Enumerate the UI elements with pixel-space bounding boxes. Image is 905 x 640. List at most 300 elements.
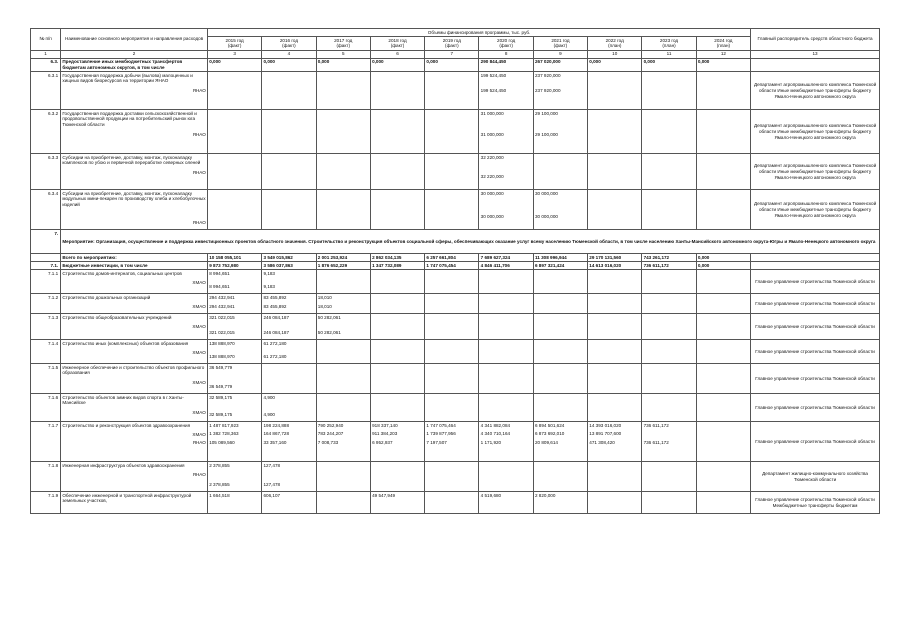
value-empty	[644, 428, 695, 437]
value-cell	[370, 462, 424, 492]
value: 30 000,000	[480, 214, 504, 220]
value-cell	[642, 314, 696, 340]
row-num: 7.	[31, 230, 61, 254]
value-cell	[425, 270, 479, 294]
value-cell	[316, 270, 370, 294]
value-cell	[370, 270, 424, 294]
value-empty	[481, 395, 532, 411]
value: 9,183	[263, 284, 275, 290]
value-empty	[644, 341, 695, 353]
value-cell	[370, 394, 424, 422]
value-cell: 290 844,450	[479, 58, 533, 72]
value-cell	[533, 340, 587, 364]
year-label: 2016 год	[279, 37, 299, 43]
value-empty	[589, 271, 640, 283]
value: 6 894 501,624	[534, 422, 565, 428]
row-name	[61, 394, 208, 422]
value: 127,478	[263, 462, 281, 468]
year-label: 2018 год	[388, 37, 407, 43]
row-num: 7.1.9	[31, 492, 61, 514]
colnum-10: 10	[588, 50, 642, 58]
value-empty	[318, 341, 369, 353]
row-name-text: Строительство объектов зимних видов спорта в г.Ханты-Мансийске	[62, 394, 184, 406]
responsible-cell	[751, 58, 880, 72]
responsible-cell	[751, 262, 880, 270]
value-cell	[425, 394, 479, 422]
value: 127,478	[263, 482, 281, 488]
colnum-9: 9	[533, 50, 587, 58]
value-empty	[644, 365, 695, 383]
cell-2020	[479, 154, 533, 190]
value-empty	[644, 395, 695, 411]
value: 790 252,940	[317, 422, 344, 428]
cell-2021	[533, 72, 587, 110]
value-cell	[588, 364, 642, 394]
value-empty	[372, 315, 423, 329]
row-num: 6.3.3	[31, 154, 61, 190]
value-cell: 267 020,000	[533, 58, 587, 72]
value-empty	[589, 365, 640, 383]
colnum-7: 7	[425, 50, 479, 58]
value-empty	[372, 395, 423, 411]
value: 61 272,180	[263, 354, 287, 360]
value: 49 547,949	[372, 492, 396, 498]
year-status: (факт)	[282, 43, 296, 49]
colnum-11: 11	[642, 50, 696, 58]
value-cell	[588, 294, 642, 314]
responsible-cell: Департамент агропромышленного комплекса Тюменской области Иные межбюджетные трансферты бюджету Ямало-Ненецкого автономного округа	[751, 190, 880, 230]
value-cell	[208, 294, 262, 314]
row-6-3-2	[31, 110, 880, 154]
value: 6 873 692,010	[534, 431, 565, 437]
value: 36 549,779	[209, 364, 233, 370]
value: 29 100,000	[534, 132, 558, 138]
value-cell	[370, 364, 424, 394]
value-cell: 7 689 627,324	[479, 254, 533, 262]
value-cell: 6 257 661,804	[425, 254, 479, 262]
value: 736 611,172	[643, 440, 669, 446]
region-label: ЯНАО	[192, 219, 206, 225]
value-empty	[372, 271, 423, 283]
value: 83 455,892	[263, 304, 287, 310]
row-6-3-3	[31, 154, 880, 190]
value: 4 340 710,164	[480, 431, 511, 437]
value: 18,010	[317, 294, 332, 300]
value-empty	[535, 395, 586, 411]
value-empty	[481, 271, 532, 283]
value-cell	[588, 340, 642, 364]
value-cell	[533, 462, 587, 492]
value-cell	[642, 364, 696, 394]
region-label: ХМАО	[192, 350, 206, 356]
value-cell	[588, 270, 642, 294]
value-cell	[262, 314, 316, 340]
row-name	[61, 270, 208, 294]
colnum-6: 6	[370, 50, 424, 58]
row-num: 6.3.4	[31, 190, 61, 230]
header-year-0	[208, 36, 262, 50]
year-label: 2024 год	[714, 37, 733, 43]
value-cell	[588, 492, 642, 514]
value-empty	[535, 365, 586, 383]
value: 1 487 817,923	[209, 422, 239, 428]
value-cell	[208, 314, 262, 340]
row-name: Бюджетные инвестиции, в том числе	[61, 262, 208, 270]
value-cell	[533, 294, 587, 314]
row-total	[31, 254, 880, 262]
header-year-3	[370, 36, 424, 50]
value-empty	[589, 295, 640, 303]
value: 50 282,061	[317, 330, 341, 336]
row-name	[61, 294, 208, 314]
value-cell	[262, 364, 316, 394]
value-cell	[316, 492, 370, 514]
row-name	[61, 110, 208, 154]
value-empty	[372, 295, 423, 303]
value-cell	[642, 270, 696, 294]
value: 1 664,518	[209, 492, 230, 498]
value: 321 022,015	[209, 330, 235, 336]
cell-2021	[533, 190, 587, 230]
value-cell	[479, 462, 533, 492]
value-empty	[426, 315, 477, 329]
row-6-3	[31, 58, 880, 72]
value: 1 747 075,464	[426, 422, 456, 428]
row-7-1-6	[31, 394, 880, 422]
value-cell: 1 347 732,089	[370, 262, 424, 270]
value-cell	[208, 270, 262, 294]
responsible-cell: Департамент агропромышленного комплекса Тюменской области Иные межбюджетные трансферты бюджету Ямало-Ненецкого автономного округа	[751, 110, 880, 154]
value-cell	[642, 394, 696, 422]
value-cell	[588, 394, 642, 422]
header-year-9	[696, 36, 750, 50]
value-cell	[370, 314, 424, 340]
year-label: 2019 год	[442, 37, 461, 43]
row-name-text: Государственная поддержка добычи (вылова) малоценных и хищных видов биоресурсов на территории ЯНАО	[62, 72, 193, 84]
row-name-text: Инженерная инфраструктура объектов здравоохранения	[62, 462, 185, 468]
value: 7 197,507	[426, 440, 447, 446]
row-name	[61, 462, 208, 492]
row-num: 7.1.8	[31, 462, 61, 492]
value-empty	[589, 463, 640, 481]
year-status: (факт)	[445, 43, 459, 49]
header-year-2	[316, 36, 370, 50]
value-cell	[696, 314, 750, 340]
row-name	[61, 314, 208, 340]
value-empty	[535, 271, 586, 283]
value-empty	[535, 315, 586, 329]
value-empty	[698, 365, 749, 383]
value: 164 867,728	[263, 431, 290, 437]
value: 30 000,000	[480, 190, 504, 196]
cell-2020	[479, 72, 533, 110]
cell-2020	[479, 110, 533, 154]
value-cell	[479, 314, 533, 340]
value-cell	[588, 422, 642, 462]
header-row-1	[31, 29, 880, 37]
value-empty	[698, 463, 749, 481]
value-cell: 0,000	[588, 58, 642, 72]
value-cell	[642, 462, 696, 492]
value-cell	[642, 492, 696, 514]
value: 783 244,207	[317, 431, 344, 437]
value-cell	[425, 340, 479, 364]
colnum-8: 8	[479, 50, 533, 58]
row-num: 7.1.	[31, 262, 61, 270]
value-empty	[698, 423, 749, 432]
value-cell	[642, 422, 696, 462]
value-cell	[262, 340, 316, 364]
value: 6 952,937	[372, 440, 393, 446]
header-volumes: Объемы финансирования программы, тыс. руб.	[208, 29, 751, 37]
value: 32 589,175	[209, 394, 233, 400]
colnum-5: 5	[316, 50, 370, 58]
row-num: 7.1.6	[31, 394, 61, 422]
value-cell	[479, 340, 533, 364]
value-cell: 0,000	[262, 58, 316, 72]
value-cell: 3 549 015,862	[262, 254, 316, 262]
value-cell	[316, 364, 370, 394]
value-cell: 0,000	[208, 58, 262, 72]
header-num: № п/п	[31, 29, 61, 51]
value-empty	[426, 341, 477, 353]
region-label: ХМАО	[192, 280, 206, 286]
value-empty	[535, 463, 586, 481]
value-cell	[696, 422, 750, 462]
value: 246 084,187	[263, 314, 290, 320]
value: 2 378,855	[209, 482, 230, 488]
value-empty	[372, 341, 423, 353]
value: 32 220,000	[480, 154, 504, 160]
value-empty	[644, 463, 695, 481]
header-year-1	[262, 36, 316, 50]
year-status: (план)	[608, 43, 622, 49]
value-empty	[372, 463, 423, 481]
value-cell	[316, 314, 370, 340]
value-cell	[316, 394, 370, 422]
header-name: Наименование основного мероприятия и направления расходов	[61, 29, 208, 51]
value-cell: 11 308 996,944	[533, 254, 587, 262]
row-7-1-8	[31, 462, 880, 492]
value-cell	[425, 314, 479, 340]
value-cell	[208, 394, 262, 422]
value-cell	[425, 294, 479, 314]
region-label: ЯНАО	[192, 472, 206, 478]
value: 4 341 882,084	[480, 422, 511, 428]
value-cell: 6 897 321,424	[533, 262, 587, 270]
year-status: (факт)	[499, 43, 513, 49]
value: 32 220,000	[480, 174, 504, 180]
value-empty	[698, 341, 749, 353]
value-cell	[208, 340, 262, 364]
section-7-text: Мероприятие: Организация, осуществление и поддержка инвестиционных проектов областного значения. Строительство и реконструкция объектов социальной сферы, обеспечивающих оказание услуг всему населению Тюменской области, в том числе населению Ханты-Мансийского автономного округа-Югры и Ямало-Ненецкого автономного округа	[61, 230, 880, 254]
region-label: ХМАО	[192, 410, 206, 416]
value: 138 888,970	[209, 340, 235, 346]
value-empty	[481, 315, 532, 329]
value-cell	[479, 270, 533, 294]
value-empty	[481, 365, 532, 383]
value-cell	[208, 364, 262, 394]
row-name	[61, 190, 208, 230]
row-name: Предоставление иных межбюджетных трансфертов бюджетам автономных округов, в том числе	[61, 58, 208, 72]
value-cell	[479, 394, 533, 422]
year-label: 2020 год	[497, 37, 516, 43]
colnum-2: 2	[61, 50, 208, 58]
value-cell	[262, 294, 316, 314]
responsible-cell: Главное управление строительства Тюменской области	[751, 270, 880, 294]
value: 4 519,680	[480, 492, 502, 498]
value: 1 739 877,956	[426, 431, 456, 437]
value-cell	[316, 462, 370, 492]
value-empty	[481, 295, 532, 303]
value-empty	[589, 341, 640, 353]
year-status: (план)	[716, 43, 731, 49]
row-7-1-1	[31, 270, 880, 294]
value: 8 994,651	[209, 270, 230, 276]
value-cell	[262, 270, 316, 294]
row-7	[31, 230, 880, 254]
value-empty	[698, 395, 749, 411]
value: 7 008,733	[317, 440, 339, 446]
region-label: ЯНАО	[192, 88, 206, 94]
row-name	[61, 422, 208, 462]
value-cell	[479, 422, 533, 462]
responsible-cell: Главное управление строительства Тюменской области	[751, 340, 880, 364]
row-name	[61, 340, 208, 364]
value-cell: 0,000	[696, 254, 750, 262]
value-empty	[481, 463, 532, 481]
value-cell	[479, 294, 533, 314]
colnum-13: 13	[751, 50, 880, 58]
year-label: 2021 год	[551, 37, 570, 43]
value: 1 171,920	[480, 440, 502, 446]
value: 736 611,172	[643, 422, 669, 428]
row-name: Всего по мероприятию:	[61, 254, 208, 262]
value-cell	[425, 492, 479, 514]
value-cell	[262, 422, 316, 462]
value-empty	[318, 395, 369, 411]
cell-2020	[479, 190, 533, 230]
value: 50 282,061	[317, 314, 341, 320]
value: 61 272,180	[263, 340, 287, 346]
value: 9,183	[263, 270, 275, 276]
row-num: 6.3.	[31, 58, 61, 72]
value-cell	[696, 294, 750, 314]
value: 911 384,203	[372, 431, 398, 437]
value: 471 308,420	[589, 440, 615, 446]
row-name	[61, 154, 208, 190]
row-7-1-3	[31, 314, 880, 340]
row-name-text: Строительство дошкольных организаций	[62, 294, 151, 300]
value: 30 000,000	[534, 214, 558, 220]
row-name-text: Строительство и реконструкция объектов здравоохранения	[62, 422, 191, 428]
colnum-3: 3	[208, 50, 262, 58]
value-cell	[370, 422, 424, 462]
row-name-text: Субсидии на приобретение, доставку, монтаж, пусконаладку комплексов по убою и первичной переработке северных оленей	[62, 154, 201, 166]
financing-table	[30, 28, 880, 514]
value-empty	[698, 295, 749, 303]
colnum-12: 12	[696, 50, 750, 58]
value-cell	[208, 462, 262, 492]
value-empty	[698, 315, 749, 329]
value-cell: 0,000	[696, 58, 750, 72]
responsible-cell: Департамент агропромышленного комплекса Тюменской области Иные межбюджетные трансферты бюджету Ямало-Ненецкого автономного округа	[751, 72, 880, 110]
row-name-text: Обеспечение инженерной и транспортной инфраструктурой земельных участков,	[62, 492, 192, 504]
value: 29 100,000	[534, 110, 558, 116]
year-label: 2015 год	[225, 37, 244, 43]
value-cell: 10 158 055,101	[208, 254, 262, 262]
value-empty	[589, 315, 640, 329]
value: 33 357,160	[263, 440, 287, 446]
row-num: 7.1.3	[31, 314, 61, 340]
value-cell: 0,000	[370, 58, 424, 72]
header-year-7	[588, 36, 642, 50]
row-num: 7.1.2	[31, 294, 61, 314]
value: 105 089,560	[209, 440, 235, 446]
region-label: ХМАО	[192, 432, 206, 438]
region-label: ХМАО	[192, 324, 206, 330]
responsible-cell: Департамент жилищно-коммунального хозяйства Тюменской области	[751, 462, 880, 492]
row-name	[61, 364, 208, 394]
row-7-1-5	[31, 364, 880, 394]
value: 8 994,651	[209, 284, 230, 290]
row-6-3-1	[31, 72, 880, 110]
value-empty	[698, 271, 749, 283]
value: 13 891 707,600	[589, 431, 622, 437]
value: 321 022,015	[209, 314, 235, 320]
value-cell	[208, 492, 262, 514]
value-empty	[644, 271, 695, 283]
header-year-4	[425, 36, 479, 50]
row-name-text: Строительство иных (комплексных) объектов образования	[62, 340, 189, 346]
region-label: ЯНАО	[192, 440, 206, 446]
value-empty	[263, 365, 314, 383]
row-num: 7.1.7	[31, 422, 61, 462]
value-cell	[262, 462, 316, 492]
value: 294 432,941	[209, 294, 235, 300]
value: 4,900	[263, 412, 275, 418]
value: 20 809,614	[534, 440, 558, 446]
value: 918 337,140	[372, 422, 398, 428]
row-name-text: Строительство домов-интернатов, социальных центров	[62, 270, 182, 276]
year-label: 2022 год	[605, 37, 624, 43]
value-cell	[533, 394, 587, 422]
value-cell	[696, 394, 750, 422]
value-cell	[425, 422, 479, 462]
colnum-4: 4	[262, 50, 316, 58]
responsible-cell: Главное управление строительства Тюменской области Межбюджетные трансферты бюджетам	[751, 492, 880, 514]
value: 198 224,888	[263, 422, 290, 428]
row-name-text: Субсидии на приобретение, доставку, монтаж, пусконаладку модульных мини-пекарен по производству хлеба и хлебобулочных изделий	[62, 190, 206, 208]
row-7-1-7	[31, 422, 880, 462]
value-empty	[372, 365, 423, 383]
value-cell	[642, 294, 696, 314]
value-cell: 0,000	[696, 262, 750, 270]
row-num: 7.1.4	[31, 340, 61, 364]
value-cell	[370, 492, 424, 514]
responsible-cell	[751, 254, 880, 262]
value: 31 000,000	[480, 110, 504, 116]
value: 36 549,779	[209, 384, 233, 390]
value-cell	[696, 270, 750, 294]
value-cell: 1 876 652,229	[316, 262, 370, 270]
value-cell: 1 747 075,454	[425, 262, 479, 270]
value-cell: 9 873 752,980	[208, 262, 262, 270]
value-empty	[318, 463, 369, 481]
value-empty	[318, 271, 369, 283]
value-cell: 29 170 131,560	[588, 254, 642, 262]
value: 237 920,000	[534, 88, 561, 94]
